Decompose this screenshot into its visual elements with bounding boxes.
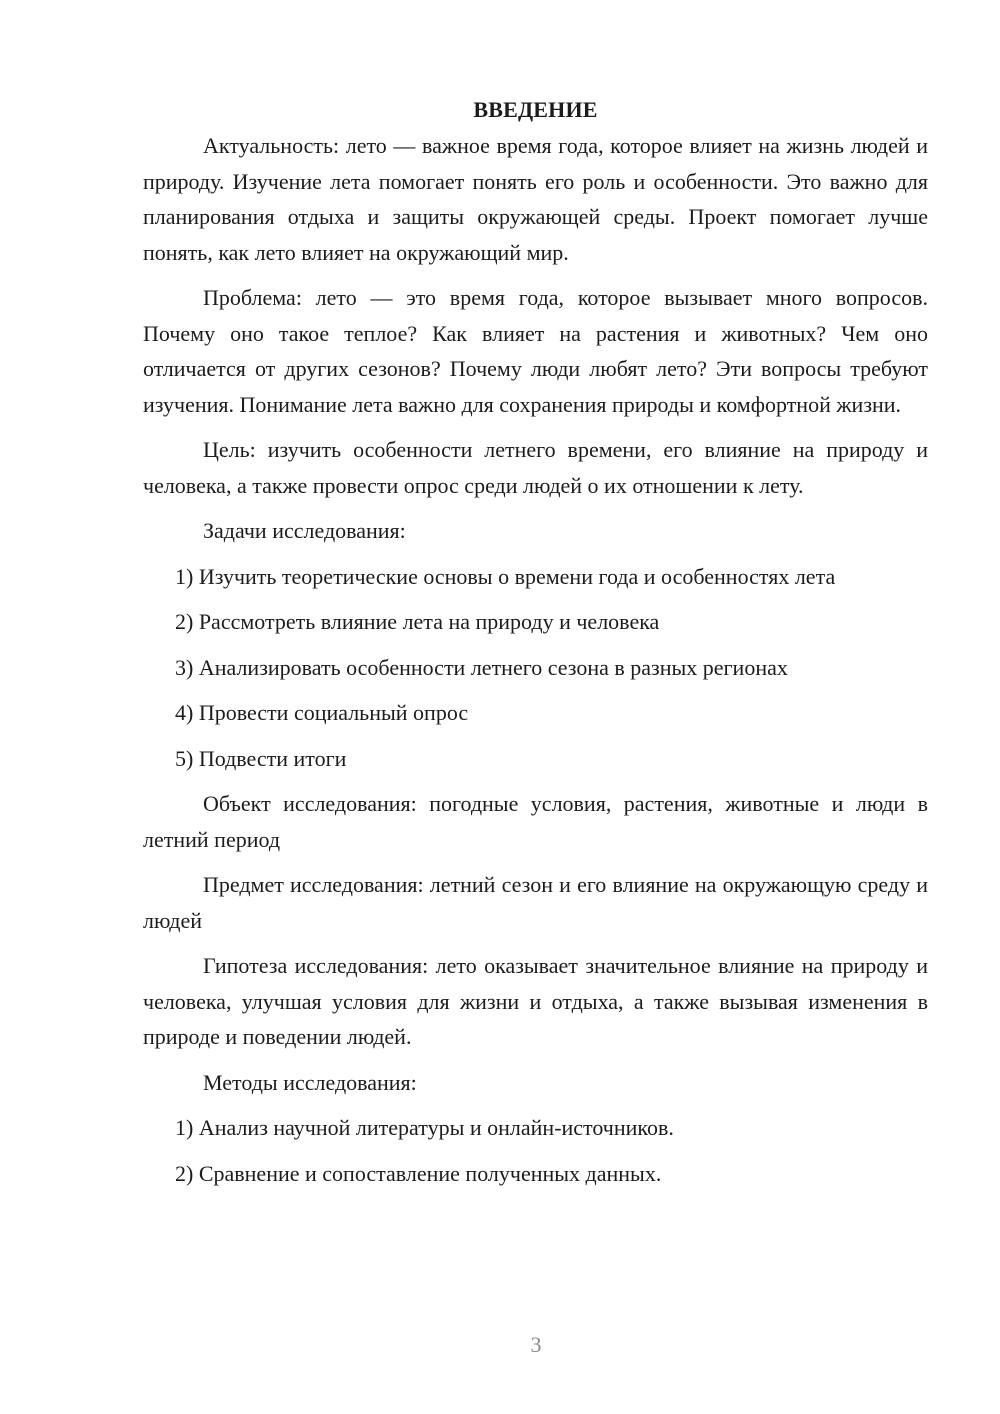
list-item: 2) Сравнение и сопоставление полученных данных. [175, 1160, 662, 1186]
object-paragraph: Объект исследования: погодные условия, растения, животные и люди в летний период [143, 791, 928, 852]
problem-paragraph: Проблема: лето — это время года, которое вызывает много вопросов. Почему оно такое теплое? Как влияет на растения и животных? Чем оно отличается от других сезонов? Почему люди любят лето? Эти вопросы требуют изучения. Понимание лета важно для сохранения природы и комфортной жизни. [143, 285, 928, 417]
tasks-heading: Задачи исследования: [203, 518, 406, 543]
methods-list [143, 1110, 928, 1191]
subject-paragraph: Предмет исследования: летний сезон и его влияние на окружающую среду и людей [143, 872, 928, 933]
relevance-paragraph: Актуальность: лето — важное время года, которое влияет на жизнь людей и природу. Изучение лета помогает понять его роль и особенности. Это важно для планирования отдыха и защиты окружающей среды. Проект помогает лучше понять, как лето влияет на окружающий мир. [143, 133, 928, 265]
list-item: 3) Анализировать особенности летнего сезона в разных регионах [175, 654, 788, 680]
list-item: 1) Анализ научной литературы и онлайн-источников. [175, 1115, 674, 1140]
page-title: ВВЕДЕНИЕ [473, 97, 598, 122]
list-item: 2) Рассмотреть влияние лета на природу и человека [175, 609, 660, 634]
document-page [143, 92, 928, 1191]
goal-paragraph: Цель: изучить особенности летнего времени, его влияние на природу и человека, а также провести опрос среди людей о их отношении к лету. [143, 437, 928, 498]
list-item: 5) Подвести итоги [175, 745, 347, 771]
list-item: 1) Изучить теоретические основы о времени года и особенностях лета [175, 563, 836, 589]
list-item: 4) Провести социальный опрос [175, 700, 469, 725]
tasks-list [143, 559, 928, 777]
page-number: 3 [530, 1332, 542, 1357]
methods-heading: Методы исследования: [203, 1069, 417, 1095]
hypothesis-paragraph: Гипотеза исследования: лето оказывает значительное влияние на природу и человека, улучшая условия для жизни и отдыха, а также вызывая изменения в природе и поведении людей. [143, 953, 928, 1049]
